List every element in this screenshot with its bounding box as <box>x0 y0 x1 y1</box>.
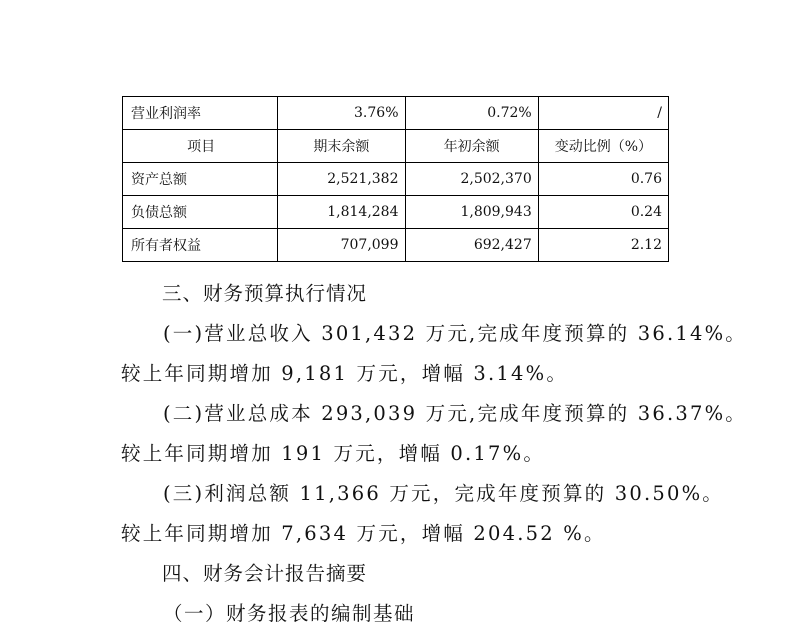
paragraph-line: 较上年同期增加 7,634 万元，增幅 204.52 %。 <box>121 522 606 545</box>
paragraph-line: (三)利润总额 11,366 万元，完成年度预算的 30.50%。 <box>163 482 724 505</box>
row-label: 资产总额 <box>123 163 278 196</box>
column-header: 期末余额 <box>278 130 405 163</box>
cell-value: 2.12 <box>538 229 668 262</box>
paragraph-line: 较上年同期增加 191 万元，增幅 0.17%。 <box>121 442 546 465</box>
table-row <box>123 229 669 262</box>
section-heading: 四、财务会计报告摘要 <box>162 562 368 585</box>
paragraph-line: (二)营业总成本 293,039 万元,完成年度预算的 36.37%。 <box>163 402 748 425</box>
column-header: 年初余额 <box>405 130 538 163</box>
cell-value: 2,521,382 <box>278 163 405 196</box>
table-row <box>123 196 669 229</box>
subsection-heading: （一）财务报表的编制基础 <box>163 602 416 625</box>
table-row <box>123 97 669 130</box>
cell-value: 0.76 <box>538 163 668 196</box>
paragraph-line: 较上年同期增加 9,181 万元，增幅 3.14%。 <box>121 362 569 385</box>
cell-value: 0.72% <box>405 97 538 130</box>
financial-table <box>122 96 669 262</box>
cell-value: / <box>538 97 668 130</box>
cell-value: 1,814,284 <box>278 196 405 229</box>
column-header: 项目 <box>123 130 278 163</box>
cell-value: 1,809,943 <box>405 196 538 229</box>
row-label: 负债总额 <box>123 196 278 229</box>
cell-value: 3.76% <box>278 97 405 130</box>
table-row <box>123 163 669 196</box>
cell-value: 2,502,370 <box>405 163 538 196</box>
row-label: 所有者权益 <box>123 229 278 262</box>
column-header: 变动比例（%） <box>538 130 668 163</box>
section-heading: 三、财务预算执行情况 <box>162 282 368 305</box>
cell-value: 692,427 <box>405 229 538 262</box>
table-header-row <box>123 130 669 163</box>
row-label: 营业利润率 <box>123 97 278 130</box>
cell-value: 0.24 <box>538 196 668 229</box>
paragraph-line: (一)营业总收入 301,432 万元,完成年度预算的 36.14%。 <box>163 322 748 345</box>
cell-value: 707,099 <box>278 229 405 262</box>
